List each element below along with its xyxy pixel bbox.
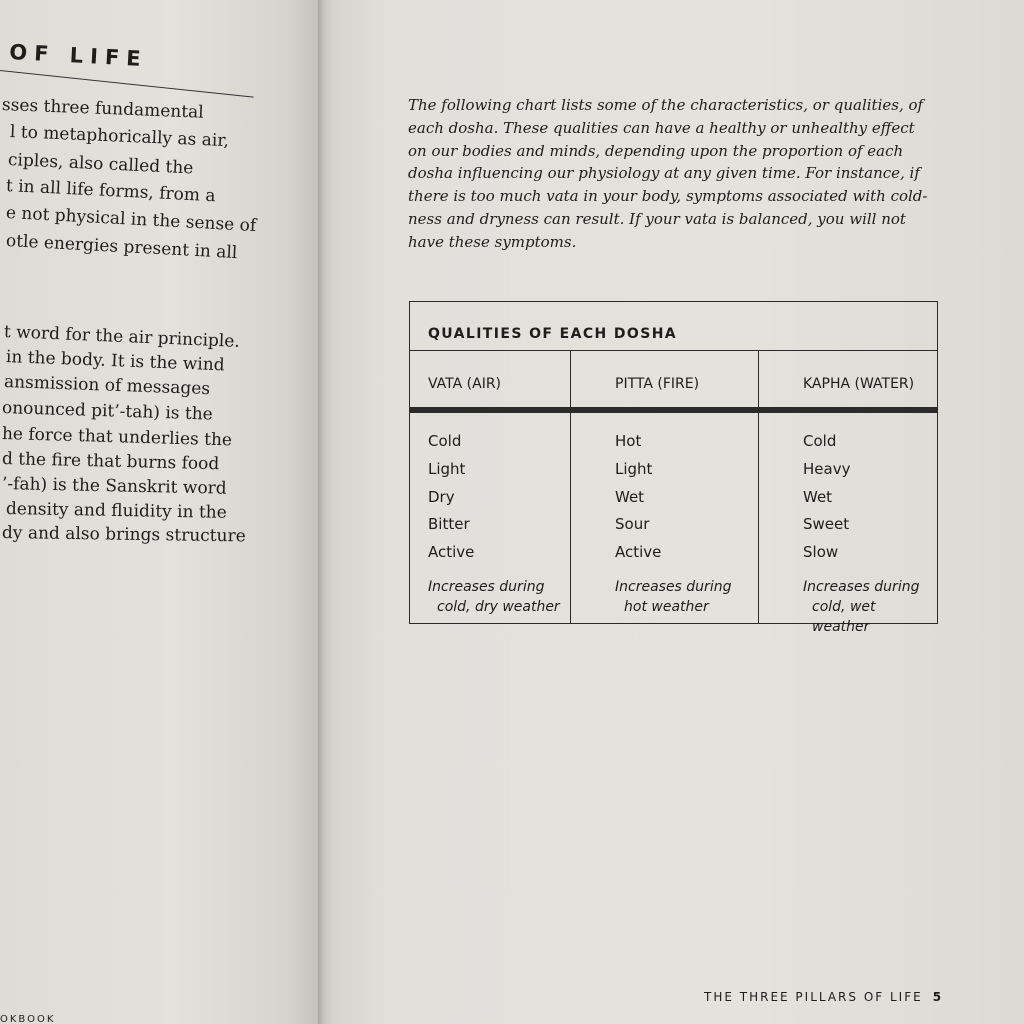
- intro-line: there is too much vata in your body, symptoms associated with cold-: [408, 187, 928, 206]
- vata-quality: Bitter: [428, 515, 470, 533]
- left-text-line: density and fluidity in the: [5, 499, 227, 523]
- left-text-line: onounced pit’-tah) is the: [1, 398, 214, 425]
- left-text-line: dy and also brings structure: [1, 523, 246, 547]
- pitta-quality: Sour: [615, 515, 650, 533]
- left-running-foot: OKBOOK: [0, 1014, 56, 1024]
- column-header-kapha: KAPHA (WATER): [803, 376, 915, 392]
- vata-quality: Cold: [428, 432, 462, 450]
- note-line: Increases during: [803, 579, 920, 595]
- kapha-weather-note: [803, 577, 937, 637]
- kapha-quality: Sweet: [803, 515, 850, 533]
- left-text-line: in the body. It is the wind: [5, 347, 226, 376]
- left-text-line: otle energies present in all: [5, 231, 238, 264]
- left-text-line: t in all life forms, from a: [5, 176, 216, 207]
- pitta-quality: Light: [615, 460, 653, 478]
- vata-quality: Active: [428, 543, 475, 561]
- vata-quality: Dry: [428, 488, 455, 506]
- heading-rule: [0, 70, 254, 98]
- left-text-line: sses three fundamental: [1, 95, 205, 123]
- vata-quality: Light: [428, 460, 466, 478]
- intro-line: ness and dryness can result. If your vata is balanced, you will not: [408, 209, 906, 228]
- column-divider: [570, 350, 571, 623]
- left-text-line: he force that underlies the: [1, 424, 233, 451]
- note-line: Increases during: [615, 579, 732, 595]
- chapter-heading: OF LIFE: [8, 40, 149, 72]
- intro-paragraph: [408, 94, 938, 254]
- book-gutter: [318, 0, 334, 1024]
- pitta-weather-note: [615, 577, 731, 617]
- dosha-qualities-table: [409, 301, 938, 635]
- column-header-vata: VATA (AIR): [428, 376, 502, 392]
- note-line: Increases during: [428, 579, 545, 595]
- kapha-quality: Cold: [803, 432, 837, 450]
- pitta-quality: Hot: [615, 432, 642, 450]
- kapha-quality: Slow: [803, 543, 839, 561]
- left-text-line: l to metaphorically as air,: [9, 122, 230, 152]
- left-text-line: e not physical in the sense of: [5, 203, 257, 237]
- column-divider: [758, 350, 759, 623]
- pitta-quality: Wet: [615, 488, 645, 506]
- running-head-text: THE THREE PILLARS OF LIFE: [704, 990, 923, 1004]
- left-text-line: t word for the air principle.: [3, 322, 241, 352]
- running-foot: [704, 990, 941, 1004]
- note-line: hot weather: [624, 599, 709, 615]
- note-line: cold, dry weather: [437, 599, 560, 615]
- table-title: QUALITIES OF EACH DOSHA: [428, 326, 678, 342]
- header-divider-bar: [410, 407, 937, 413]
- left-page: [0, 0, 318, 1024]
- left-text-line: d the fire that burns food: [1, 449, 220, 475]
- intro-line: The following chart lists some of the characteristics, or qualities, of: [408, 96, 924, 114]
- kapha-quality: Wet: [803, 488, 833, 506]
- intro-line: on our bodies and minds, depending upon the proportion of each: [408, 141, 904, 160]
- pitta-quality: Active: [615, 543, 662, 561]
- title-divider: [410, 350, 937, 351]
- left-text-line: ciples, also called the: [7, 150, 194, 179]
- left-text-line: ansmission of messages: [3, 372, 211, 400]
- kapha-quality: Heavy: [803, 460, 851, 478]
- left-text-line: ’-fah) is the Sanskrit word: [1, 474, 227, 499]
- intro-line: dosha influencing our physiology at any given time. For instance, if: [408, 164, 920, 183]
- intro-line: each dosha. These qualities can have a healthy or unhealthy effect: [408, 118, 915, 137]
- page-number: 5: [932, 990, 942, 1004]
- vata-weather-note: [428, 577, 560, 617]
- intro-line: have these symptoms.: [408, 232, 577, 251]
- column-header-pitta: PITTA (FIRE): [615, 376, 700, 392]
- note-line: cold, wet weather: [812, 599, 876, 635]
